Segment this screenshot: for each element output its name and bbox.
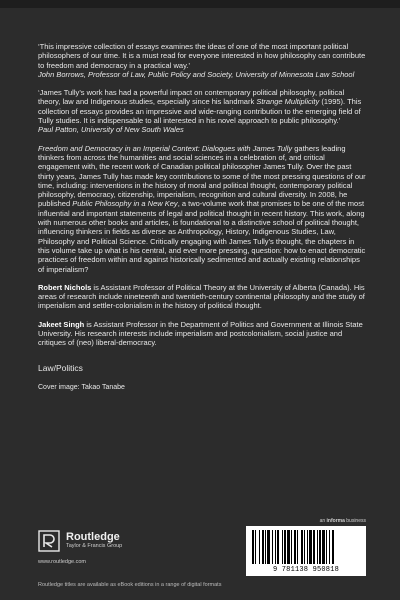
editor-bio-1 (38, 283, 366, 311)
ebook-note: Routledge titles are available as eBook editions in a range of digital formats (38, 582, 222, 588)
description-text: gathers leading thinkers from across the humanities and social sciences in a celebration of, and critical engagement with, the recent work of Canadian political philosopher James Tully. Over the past thirty years, James Tully has made key contributions to some of the most pressing questions of our time, including: interventions in the history of moral and political thought, contemporary political philosophy, democracy, citizenship, imperialism, recognition and cultural diversity. In 2008, he published (38, 143, 366, 209)
endorsement-attribution: Paul Patton, University of New South Wales (38, 125, 184, 135)
editor-name: Jakeet Singh (38, 319, 85, 329)
publisher-logo (38, 530, 122, 552)
publisher-name: Routledge (66, 531, 120, 543)
top-strip (0, 0, 400, 8)
cover-credit: Cover image: Takao Tanabe (38, 383, 125, 391)
editor-bio-text: is Assistant Professor of Political Theory at the University of Alberta (Canada). His areas of research include nineteenth and twentieth-century continental philosophy and the study of imperialism and settler-colonialism in the history of political thought. (38, 282, 365, 311)
publisher-url[interactable]: www.routledge.com (38, 559, 86, 565)
endorsement-quote (38, 88, 366, 125)
informa-tagline (320, 518, 366, 524)
editor-name: Robert Nichols (38, 282, 92, 292)
referenced-title: Public Philosophy in a New Key (72, 199, 178, 209)
editor-bio-2 (38, 320, 366, 348)
endorsement-1 (38, 42, 366, 79)
footer (38, 518, 366, 578)
quote-text: (1995). This collection of essays provides an impressive and wide-ranging contribution to the emerging field of Tully studies. It is indispensable to all interested in his novel approach to public philosophy.’ (38, 97, 362, 126)
book-description (38, 144, 366, 274)
endorsement-quote: ‘This impressive collection of essays examines the ideas of one of the most important political philosophers of our time. It is a must read for everyone interested in how philosophy can contribute to freedom and democracy in a practical way.’ (38, 42, 366, 70)
description-text: , a two-volume work that promises to be one of the most influential and important statements of legal and political thought in recent history. This work, along with numerous other books and articles, is foundational to a distinctive school of political thought, influencing thinkers in fields as diverse as Anthropology, History, Indigenous Studies, Law, Philosophy and Political Science. Critically engaging with James Tully’s thought, the chapters in this volume take up what is his central, and ever more pressing, question: how to enact democratic practices of freedom within and against historically sedimented and actually existing relationships of imperialism? (38, 199, 366, 274)
quote-book-title: Strange Multiplicity (256, 97, 320, 107)
editor-bio-text: is Assistant Professor in the Department of Politics and Government at Illinois State University. His research interests include imperialism and postcolonialism, social justice and critiques of (neo) liberal-democracy. (38, 319, 363, 348)
isbn-number: 9 781138 950818 (272, 566, 339, 574)
isbn-barcode (246, 526, 366, 576)
barcode-icon (252, 530, 360, 564)
quote-text: ‘James Tully’s work has had a powerful impact on contemporary political philosophy, political theory, law and Indigenous studies, especially since his landmark (38, 88, 345, 107)
informa-prefix: an (319, 518, 327, 524)
publisher-name-block (66, 532, 122, 550)
endorsement-attribution: John Borrows, Professor of Law, Public Policy and Society, University of Minnesota Law School (38, 69, 355, 79)
book-title: Freedom and Democracy in an Imperial Context: Dialogues with James Tully (38, 143, 293, 153)
publisher-group: Taylor & Francis Group (66, 543, 123, 549)
informa-suffix: business (344, 518, 366, 524)
back-cover-text (38, 42, 366, 392)
endorsement-2 (38, 88, 366, 134)
routledge-logo-icon (38, 530, 60, 552)
subject-category: Law/Politics (38, 362, 83, 373)
informa-brand: informa (326, 518, 345, 524)
